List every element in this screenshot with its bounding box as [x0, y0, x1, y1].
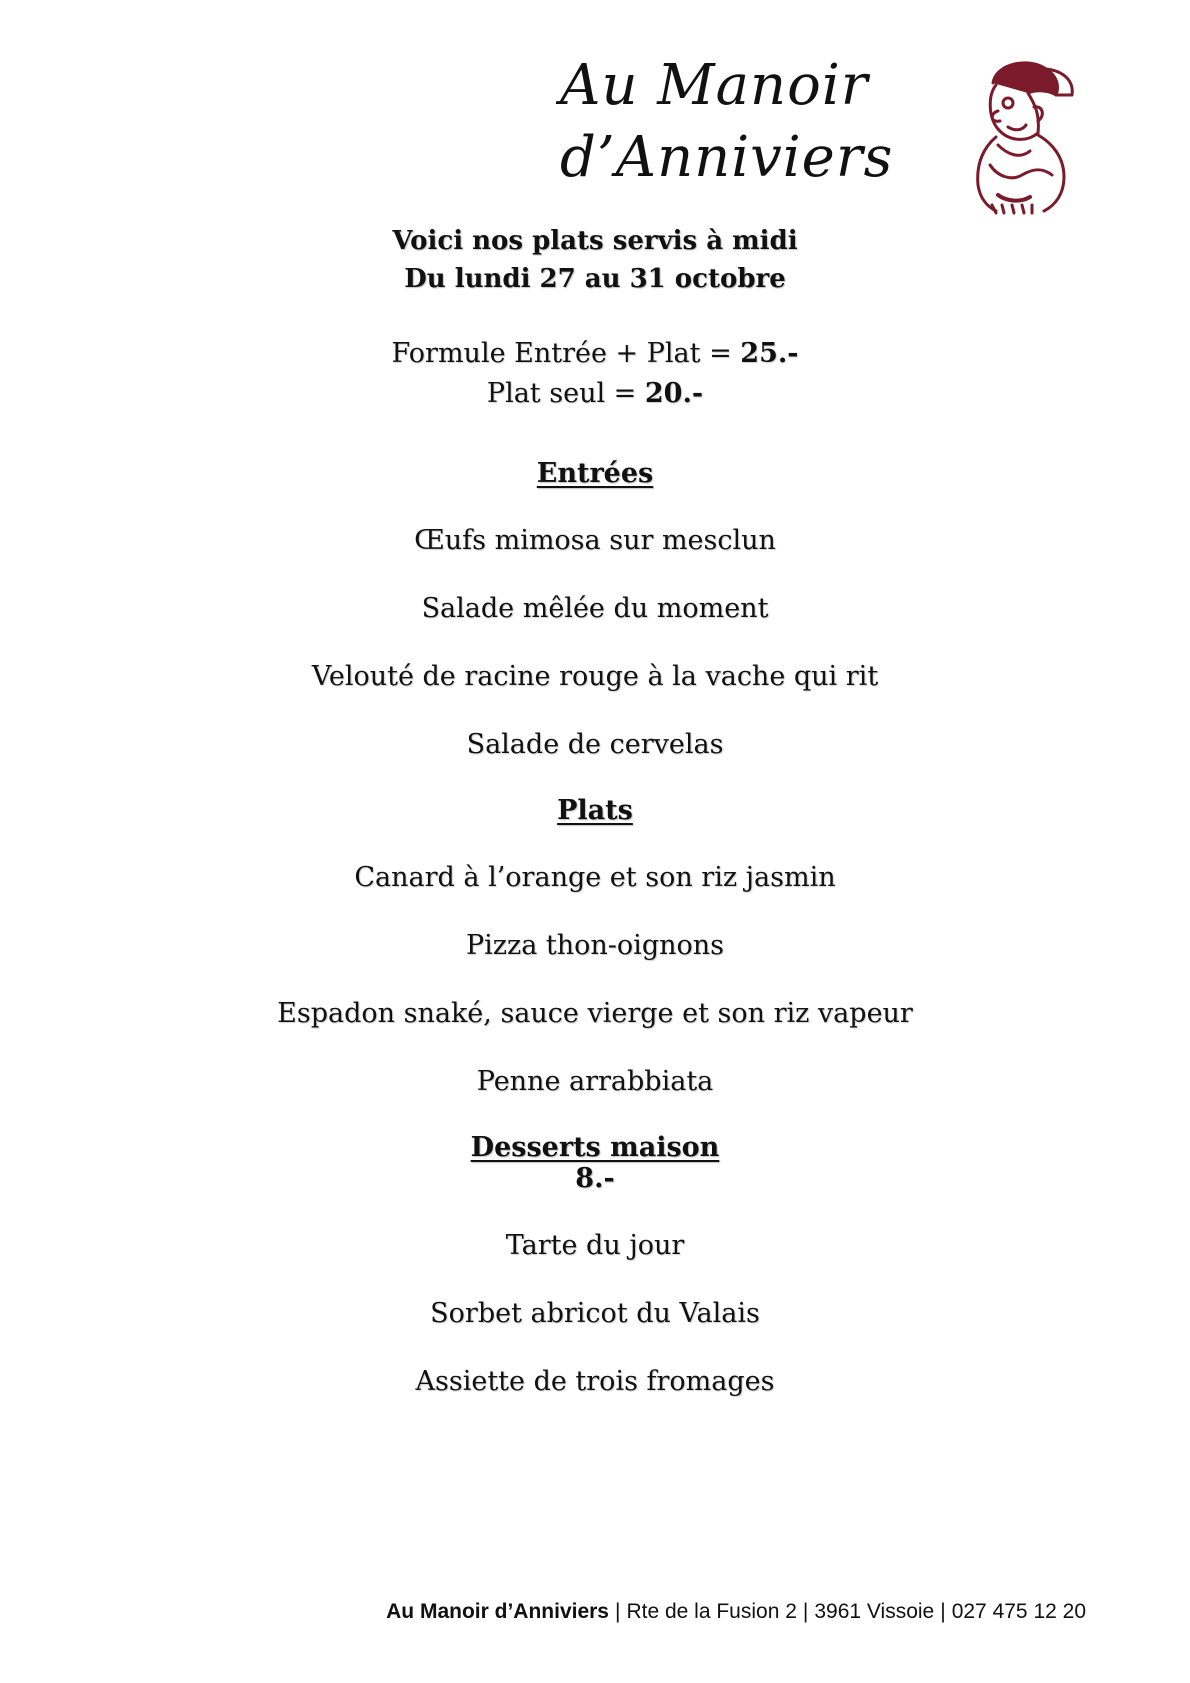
- section-title-desserts: Desserts maison: [470, 1132, 720, 1163]
- single-dish-price-line: [0, 374, 1190, 414]
- starter-item: Œufs mimosa sur mesclun: [414, 525, 776, 556]
- dessert-item: Tarte du jour: [505, 1230, 685, 1261]
- main-item: Espadon snaké, sauce vierge et son riz vapeur: [277, 998, 913, 1029]
- restaurant-mascot-icon: [968, 55, 1078, 215]
- footer-contact: [386, 1600, 1086, 1624]
- logo-line-2: d’Anniviers: [560, 125, 894, 190]
- dessert-item: Sorbet abricot du Valais: [430, 1298, 760, 1329]
- menu-date-range: Du lundi 27 au 31 octobre: [404, 264, 786, 294]
- restaurant-logo-title: [560, 50, 920, 194]
- starter-item: Salade de cervelas: [466, 729, 724, 760]
- formula-price-line: [0, 334, 1190, 374]
- main-item: Pizza thon-oignons: [465, 930, 724, 961]
- dessert-item: Assiette de trois fromages: [415, 1366, 775, 1397]
- section-title-mains: Plats: [557, 795, 633, 826]
- single-dish-price: 20.-: [644, 378, 704, 409]
- footer-separator: |: [614, 1600, 621, 1623]
- formula-label: Formule Entrée + Plat =: [391, 338, 741, 369]
- formula-price: 25.-: [740, 338, 799, 369]
- single-dish-label: Plat seul =: [486, 378, 645, 409]
- logo-line-1: Au Manoir: [560, 53, 869, 118]
- footer-city: 3961 Vissoie: [814, 1600, 935, 1623]
- footer-separator: |: [802, 1600, 809, 1623]
- menu-headline: Voici nos plats servis à midi: [392, 226, 798, 256]
- footer-separator: |: [940, 1600, 946, 1623]
- section-title-starters: Entrées: [536, 458, 654, 489]
- footer-address: Rte de la Fusion 2: [626, 1600, 797, 1623]
- footer-restaurant-name: Au Manoir d’Anniviers: [386, 1600, 609, 1623]
- starter-item: Salade mêlée du moment: [421, 593, 769, 624]
- footer-phone: 027 475 12 20: [951, 1600, 1086, 1623]
- menu-content: [0, 222, 1190, 1398]
- main-item: Penne arrabbiata: [476, 1066, 714, 1097]
- starter-item: Velouté de racine rouge à la vache qui rit: [311, 661, 879, 692]
- desserts-price: 8.-: [575, 1163, 615, 1194]
- pricing-block: [0, 334, 1190, 414]
- main-item: Canard à l’orange et son riz jasmin: [354, 862, 836, 893]
